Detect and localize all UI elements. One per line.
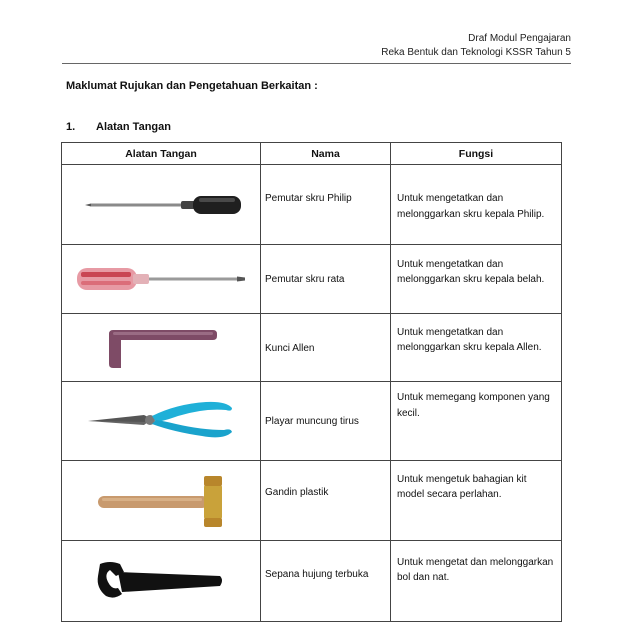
plastic-mallet-image: [96, 474, 226, 528]
tool-function: Untuk mengetatkan dan melonggarkan skru kepala belah.: [391, 245, 562, 314]
column-header-name: Nama: [261, 143, 391, 165]
open-end-wrench-image: [96, 558, 226, 604]
tool-function: Untuk memegang komponen yang kecil.: [391, 382, 562, 461]
tool-image-cell: [62, 165, 261, 245]
needle-nose-pliers-image: [86, 396, 236, 446]
table-row: [62, 461, 562, 541]
screwdriver-flat-image: [75, 262, 247, 296]
tool-function: Untuk mengetatkan dan melonggarkan skru kepala Philip.: [391, 165, 562, 245]
table-row: [62, 382, 562, 461]
subsection-title: Alatan Tangan: [96, 121, 171, 133]
column-header-tool: Alatan Tangan: [62, 143, 261, 165]
hand-tools-table: [61, 142, 562, 622]
tool-function: Untuk mengetat dan melonggarkan bol dan nat.: [391, 541, 562, 622]
tool-function: Untuk mengetatkan dan melonggarkan skru kepala Allen.: [391, 314, 562, 382]
tool-image-cell: [62, 245, 261, 314]
table-row: [62, 314, 562, 382]
tool-name: Sepana hujung terbuka: [261, 541, 391, 622]
tool-name: Pemutar skru rata: [261, 245, 391, 314]
tool-name: Kunci Allen: [261, 314, 391, 382]
header-module-title: Draf Modul Pengajaran: [468, 33, 571, 44]
table-row: [62, 165, 562, 245]
page-header: [381, 32, 571, 60]
tool-name: Pemutar skru Philip: [261, 165, 391, 245]
tool-image-cell: [62, 382, 261, 461]
table-row: [62, 245, 562, 314]
header-course-title: Reka Bentuk dan Teknologi KSSR Tahun 5: [381, 47, 571, 58]
section-title: Maklumat Rujukan dan Pengetahuan Berkaitan :: [66, 80, 318, 92]
tool-image-cell: [62, 314, 261, 382]
allen-key-image: [101, 326, 221, 370]
table-header-row: [62, 143, 562, 165]
table-row: [62, 541, 562, 622]
column-header-function: Fungsi: [391, 143, 562, 165]
tool-image-cell: [62, 461, 261, 541]
tool-function: Untuk mengetuk bahagian kit model secara perlahan.: [391, 461, 562, 541]
tool-name: Gandin plastik: [261, 461, 391, 541]
subsection-number: 1.: [66, 121, 76, 133]
tool-name: Playar muncung tirus: [261, 382, 391, 461]
screwdriver-philips-image: [81, 190, 241, 220]
header-divider: [62, 63, 571, 64]
tool-image-cell: [62, 541, 261, 622]
